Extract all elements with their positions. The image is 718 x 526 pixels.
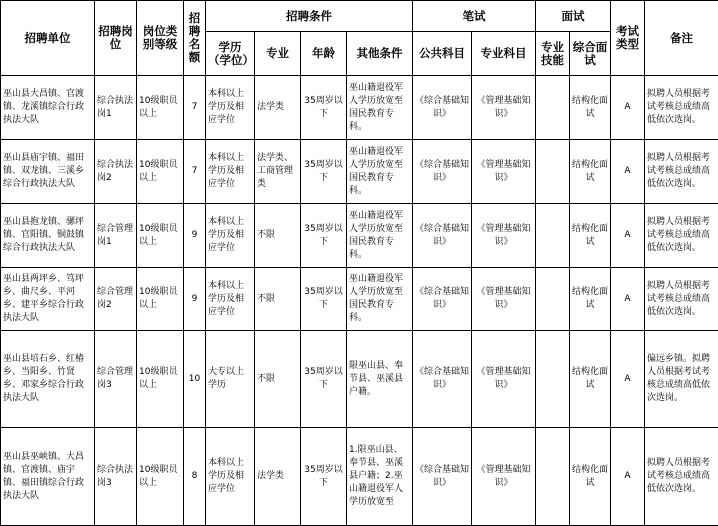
cell-education: 本科以上学历及相应学位 xyxy=(206,204,255,268)
table-row xyxy=(1,204,718,268)
cell-comprehensive: 结构化面试 xyxy=(570,428,611,526)
cell-skill xyxy=(536,428,570,526)
header-major: 专业 xyxy=(255,32,301,76)
cell-major: 不限 xyxy=(255,331,301,428)
cell-age: 35周岁以下 xyxy=(301,76,347,140)
cell-remark: 拟聘人员根据考试考核总成绩高低依次选岗。 xyxy=(645,428,718,526)
cell-other: 1.限巫山县、奉节县、巫溪县户籍；2.巫山籍退役军人学历放宽至 xyxy=(347,428,413,526)
cell-unit: 巫山县大昌镇、官渡镇、龙溪镇综合行政执法大队 xyxy=(1,76,95,140)
cell-other: 巫山籍退役军人学历放宽至国民教育专科。 xyxy=(347,76,413,140)
cell-post: 综合执法岗1 xyxy=(95,76,137,140)
cell-category: 10级职员以上 xyxy=(137,76,184,140)
cell-unit: 巫山县巫峡镇、大昌镇、官渡镇、庙宇镇、福田镇综合行政执法大队 xyxy=(1,428,95,526)
cell-education: 本科以上学历及相应学位 xyxy=(206,140,255,204)
header-comprehensive: 综合面试 xyxy=(570,32,611,76)
cell-skill xyxy=(536,76,570,140)
cell-unit: 巫山县两坪乡、笃坪乡、曲尺乡、平河乡、建平乡综合行政执法大队 xyxy=(1,268,95,331)
cell-exam-type: A xyxy=(611,428,645,526)
cell-skill xyxy=(536,268,570,331)
cell-category: 10级职员以上 xyxy=(137,331,184,428)
cell-quota: 9 xyxy=(184,204,206,268)
cell-unit: 巫山县抱龙镇、骡坪镇、官阳镇、铜鼓镇综合行政执法大队 xyxy=(1,204,95,268)
cell-major-subject: 《管理基础知识》 xyxy=(472,76,536,140)
cell-exam-type: A xyxy=(611,331,645,428)
cell-quota: 8 xyxy=(184,428,206,526)
table-header xyxy=(1,1,718,76)
cell-major-subject: 《管理基础知识》 xyxy=(472,331,536,428)
table-row xyxy=(1,428,718,526)
cell-other: 限巫山县、奉节县、巫溪县户籍。 xyxy=(347,331,413,428)
cell-exam-type: A xyxy=(611,268,645,331)
header-education: 学历（学位） xyxy=(206,32,255,76)
table-row xyxy=(1,140,718,204)
cell-education: 本科以上学历及相应学位 xyxy=(206,76,255,140)
table-row xyxy=(1,331,718,428)
cell-post: 综合执法岗3 xyxy=(95,428,137,526)
cell-age: 35周岁以下 xyxy=(301,140,347,204)
header-age: 年龄 xyxy=(301,32,347,76)
cell-quota: 10 xyxy=(184,331,206,428)
cell-major: 法学类 xyxy=(255,428,301,526)
cell-major-subject: 《管理基础知识》 xyxy=(472,140,536,204)
header-post: 招聘岗位 xyxy=(95,1,137,76)
header-exam-type: 考试类型 xyxy=(611,1,645,76)
cell-major-subject: 《管理基础知识》 xyxy=(472,268,536,331)
cell-post: 综合执法岗2 xyxy=(95,140,137,204)
cell-remark: 拟聘人员根据考试考核总成绩高低依次选岗。 xyxy=(645,76,718,140)
cell-exam-type: A xyxy=(611,204,645,268)
cell-category: 10级职员以上 xyxy=(137,428,184,526)
table-body xyxy=(1,76,718,526)
cell-public-subject: 《综合基础知识》 xyxy=(413,76,472,140)
cell-comprehensive: 结构化面试 xyxy=(570,76,611,140)
cell-category: 10级职员以上 xyxy=(137,140,184,204)
cell-remark: 拟聘人员根据考试考核总成绩高低依次选岗。 xyxy=(645,140,718,204)
cell-post: 综合管理岗2 xyxy=(95,268,137,331)
cell-major-subject: 《管理基础知识》 xyxy=(472,428,536,526)
table-row xyxy=(1,268,718,331)
cell-comprehensive: 结构化面试 xyxy=(570,268,611,331)
header-public-subject: 公共科目 xyxy=(413,32,472,76)
table-row xyxy=(1,76,718,140)
cell-quota: 7 xyxy=(184,140,206,204)
header-conditions: 招聘条件 xyxy=(206,1,413,32)
cell-age: 35周岁以下 xyxy=(301,268,347,331)
cell-public-subject: 《综合基础知识》 xyxy=(413,331,472,428)
header-skill: 专业技能 xyxy=(536,32,570,76)
cell-other: 巫山籍退役军人学历放宽至国民教育专科。 xyxy=(347,140,413,204)
cell-unit: 巫山县培石乡、红椿乡、当阳乡、竹贤乡、邓家乡综合行政执法大队 xyxy=(1,331,95,428)
cell-other: 巫山籍退役军人学历放宽至国民教育专科。 xyxy=(347,268,413,331)
header-quota: 招聘名额 xyxy=(184,1,206,76)
header-other: 其他条件 xyxy=(347,32,413,76)
cell-exam-type: A xyxy=(611,76,645,140)
cell-remark: 拟聘人员根据考试考核总成绩高低依次选岗。 xyxy=(645,268,718,331)
cell-quota: 9 xyxy=(184,268,206,331)
header-remark: 备注 xyxy=(645,1,718,76)
cell-post: 综合管理岗3 xyxy=(95,331,137,428)
header-category: 岗位类别等级 xyxy=(137,1,184,76)
cell-major-subject: 《管理基础知识》 xyxy=(472,204,536,268)
cell-major: 不限 xyxy=(255,268,301,331)
cell-age: 35周岁以下 xyxy=(301,331,347,428)
cell-category: 10级职员以上 xyxy=(137,268,184,331)
cell-comprehensive: 结构化面试 xyxy=(570,204,611,268)
cell-skill xyxy=(536,204,570,268)
cell-remark: 拟聘人员根据考试考核总成绩高低依次选岗。 xyxy=(645,204,718,268)
cell-major: 法学类、工商管理类 xyxy=(255,140,301,204)
header-major-subject: 专业科目 xyxy=(472,32,536,76)
cell-other: 巫山籍退役军人学历放宽至国民教育专科。 xyxy=(347,204,413,268)
cell-major: 不限 xyxy=(255,204,301,268)
cell-age: 35周岁以下 xyxy=(301,204,347,268)
header-interview: 面试 xyxy=(536,1,611,32)
cell-age: 35周岁以下 xyxy=(301,428,347,526)
cell-skill xyxy=(536,140,570,204)
cell-comprehensive: 结构化面试 xyxy=(570,331,611,428)
cell-quota: 7 xyxy=(184,76,206,140)
header-unit: 招聘单位 xyxy=(1,1,95,76)
cell-public-subject: 《综合基础知识》 xyxy=(413,268,472,331)
cell-public-subject: 《综合基础知识》 xyxy=(413,204,472,268)
cell-public-subject: 《综合基础知识》 xyxy=(413,140,472,204)
cell-post: 综合管理岗1 xyxy=(95,204,137,268)
cell-comprehensive: 结构化面试 xyxy=(570,140,611,204)
cell-skill xyxy=(536,331,570,428)
cell-education: 大专以上学历 xyxy=(206,331,255,428)
cell-education: 本科以上学历及相应学位 xyxy=(206,268,255,331)
cell-education: 本科以上学历及相应学位 xyxy=(206,428,255,526)
cell-category: 10级职员以上 xyxy=(137,204,184,268)
cell-unit: 巫山县庙宇镇、福田镇、双龙镇、三溪乡综合行政执法大队 xyxy=(1,140,95,204)
cell-public-subject: 《综合基础知识》 xyxy=(413,428,472,526)
header-written: 笔试 xyxy=(413,1,536,32)
cell-exam-type: A xyxy=(611,140,645,204)
cell-major: 法学类 xyxy=(255,76,301,140)
cell-remark: 偏远乡镇。拟聘人员根据考试考核总成绩高低依次选岗。 xyxy=(645,331,718,428)
